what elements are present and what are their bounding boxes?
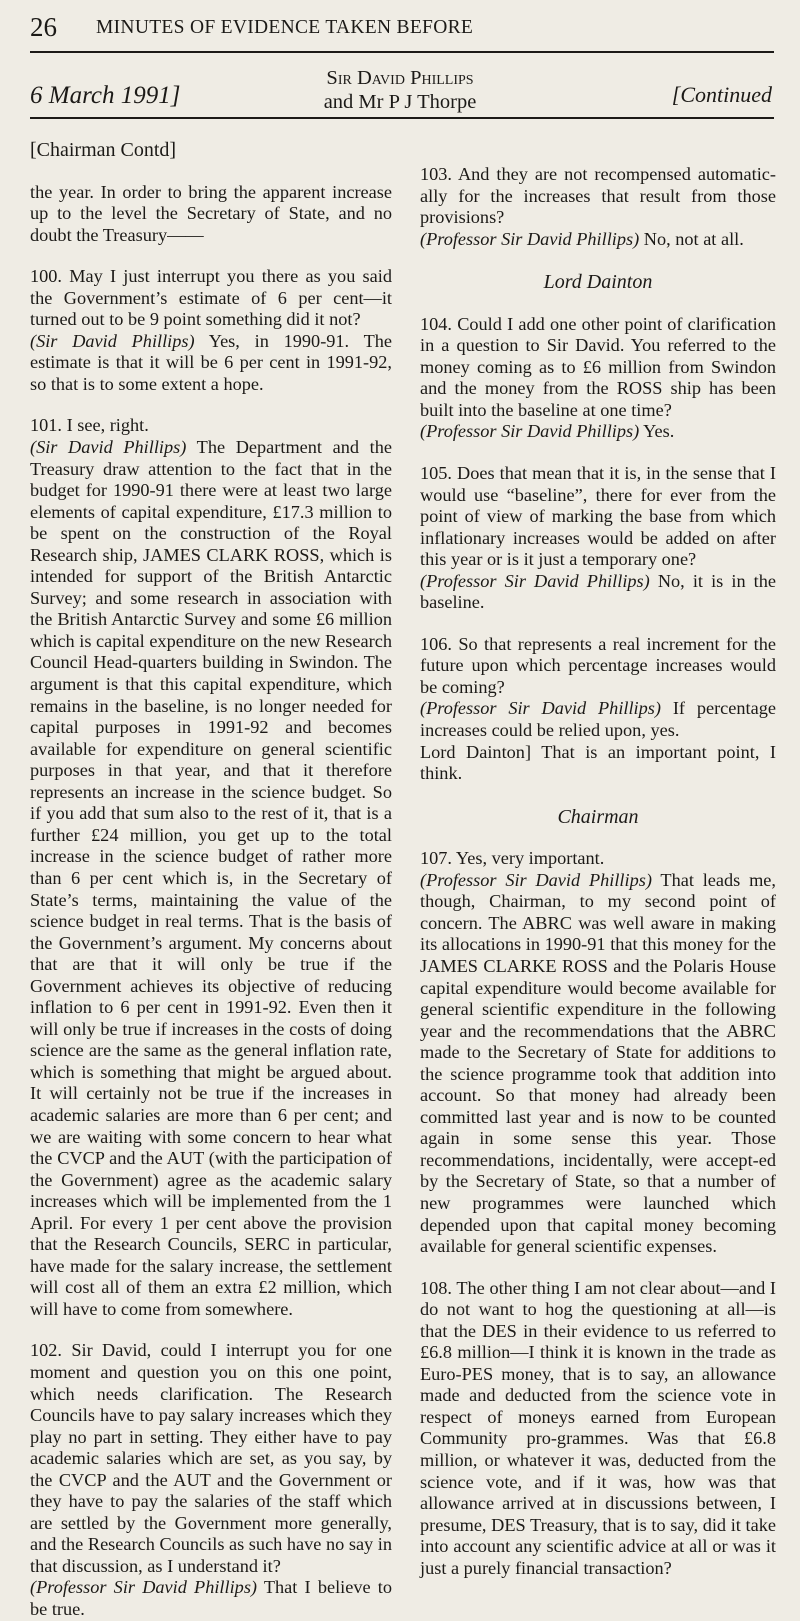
answer-103	[420, 229, 776, 251]
lord-dainton-remark: Lord Dainton] That is an important point, I think.	[420, 741, 776, 784]
chairman-contd-label: [Chairman Contd]	[30, 139, 177, 161]
answer-text: No, it is in the baseline.	[420, 570, 776, 613]
answer-102	[30, 1577, 392, 1620]
answer-101	[30, 437, 392, 1320]
right-column	[420, 164, 776, 1579]
speaker-name: (Professor Sir David Phillips)	[420, 869, 652, 890]
question-107: 107. Yes, very important.	[420, 848, 605, 869]
question-103: 103. And they are not recompensed automatic-ally for the increases that result from those provisions?	[420, 164, 776, 228]
answer-text: The Department and the Treasury draw attention to the fact that in the budget for 1990-91 there were at least two large elements of capital expenditure, £17.3 million to be spent on the construction of the Royal Research ship, JAMES CLARK ROSS, which is intended for support of the British Antarctic Survey; and some research in association with the British Antarctic Survey and some £6 million which is capital expenditure on the new Research Council Head-quarters building in Swindon. The argument is that this capital expenditure, which remains in the baseline, is no longer needed for capital purposes in 1991-92 and becomes available for expenditure on general scientific purposes in that year, and that it therefore represents an increase in the science budget. So if you add that sum also to the rest of it, that is a further £24 million, you get up to the total increase in the science budget of rather more than 6 per cent which is, in the Secretary of State’s terms, maintaining the value of the science budget in real terms. That is the basis of the Government’s argument. My concerns about that are that it will only be true if the Government achieves its objective of reducing inflation to 6 per cent in 1991-92. Even then it will only be true if increases in the costs of doing science are the same as the general inflation rate, which is something that might be argued about. It will certainly not be true if the increases in academic salaries are more than 6 per cent; and we are waiting with some concern to hear what the CVCP and the AUT (with the participation of the Government) agree as the academic salary increases which will be implemented from the 1 April. For every 1 per cent above the provision that the Research Councils, SERC in particular, have made for the salary increase, the settlement will cost all of them an extra £2 million, which will have to come from somewhere.	[30, 437, 392, 1319]
answer-text: Yes.	[639, 421, 675, 442]
question-104: 104. Could I add one other point of clarification in a question to Sir David. You referred to the money coming as to £6 million from Swindon and the money from the ROSS ship has been built into the baseline at one time?	[420, 313, 776, 420]
speaker-name: (Professor Sir David Phillips)	[30, 1577, 258, 1598]
answer-100	[30, 331, 392, 396]
question-100: 100. May I just interrupt you there as you said the Government’s estimate of 6 per cent—it turned out to be 9 point something did it not?	[30, 266, 392, 330]
answer-107	[420, 870, 776, 1258]
speaker-name: (Professor Sir David Phillips)	[420, 570, 650, 591]
answer-text: That leads me, though, Chairman, to my second point of concern. The ABRC was well aware in making its allocations in 1990-91 that this money for the JAMES CLARKE ROSS and the Polaris House capital expenditure would become available for general scientific expenditure in the following year and the recommendations that the ABRC made to the Secretary of State for additions to the science programme took that addition into account. So that money had already been committed last year and is now to be counted again in some sense this year. Those recommendations, incidentally, were accept-ed by the Secretary of State, so that a number of new programmes were launched which depended upon that capital money becoming available for general scientific expenses.	[420, 869, 776, 1257]
speaker-name: (Professor Sir David Phillips)	[420, 421, 640, 442]
question-108: 108. The other thing I am not clear about—and I do not want to hog the questioning at all—is that the DES in their evidence to us referred to £6.8 million—I think it is known in the trade as Euro-PES money, that is to say, an allowance made and deducted from the science vote in respect of moneys earned from European Community pro-grammes. Was that £6.8 million, or whatever it was, deducted from the science vote, and if it was, how was that allowance arrived at in discussions between, I presume, DES Treasury, that is to say, did it take into account any scientific advice at all or was it just a purely financial transaction?	[420, 1277, 776, 1578]
running-title: MINUTES OF EVIDENCE TAKEN BEFORE	[96, 17, 474, 38]
witness-line-1: Sir David Phillips	[326, 67, 474, 89]
header-rule-top	[30, 51, 774, 53]
continued-label: [Continued	[671, 82, 772, 107]
question-102: 102. Sir David, could I interrupt you for one moment and question you on this one point, which needs clarification. The Research Councils have to pay salary increases which they play no part in setting. They either have to pay academic salaries which are set, as you say, by the CVCP and the AUT and the Government or they have to pay the salaries of the staff which are settled by the Government more generally, and the Research Councils as such have no say in that discussion, as I understand it?	[30, 1340, 392, 1576]
paragraph: the year. In order to bring the apparent increase up to the level the Secretary of State, and no doubt the Treasury——	[30, 181, 392, 245]
speaker-name: (Sir David Phillips)	[30, 437, 187, 458]
speaker-heading-chairman: Chairman	[557, 805, 639, 828]
answer-text: That I believe to be true.	[30, 1577, 393, 1619]
header-rule-bottom	[30, 117, 774, 119]
speaker-name: (Professor Sir David Phillips)	[420, 228, 640, 249]
speaker-heading-lord-dainton: Lord Dainton	[543, 271, 653, 294]
question-101: 101. I see, right.	[30, 415, 149, 436]
answer-104	[420, 421, 776, 443]
answer-text: No, not at all.	[639, 228, 744, 249]
answer-text: If percentage increases could be relied upon, yes.	[420, 698, 776, 741]
left-column	[30, 140, 392, 1621]
speaker-name: (Professor Sir David Phillips)	[420, 698, 661, 719]
answer-105	[420, 571, 776, 614]
question-106: 106. So that represents a real increment for the future upon which percentage increases would be coming?	[420, 633, 776, 697]
page-number: 26	[30, 12, 57, 42]
witness-line-2: and Mr P J Thorpe	[323, 91, 477, 113]
hearing-date: 6 March 1991]	[30, 82, 181, 109]
answer-text: Yes, in 1990-91. The estimate is that it will be 6 per cent in 1991-92, so that is to some extent a hope.	[30, 330, 392, 394]
answer-106	[420, 698, 776, 741]
speaker-name: (Sir David Phillips)	[30, 330, 195, 351]
question-105: 105. Does that mean that it is, in the sense that I would use “baseline”, there for ever from the point of view of marking the base from which inflationary increases would be added on after this year or is it just a temporary one?	[420, 463, 776, 570]
